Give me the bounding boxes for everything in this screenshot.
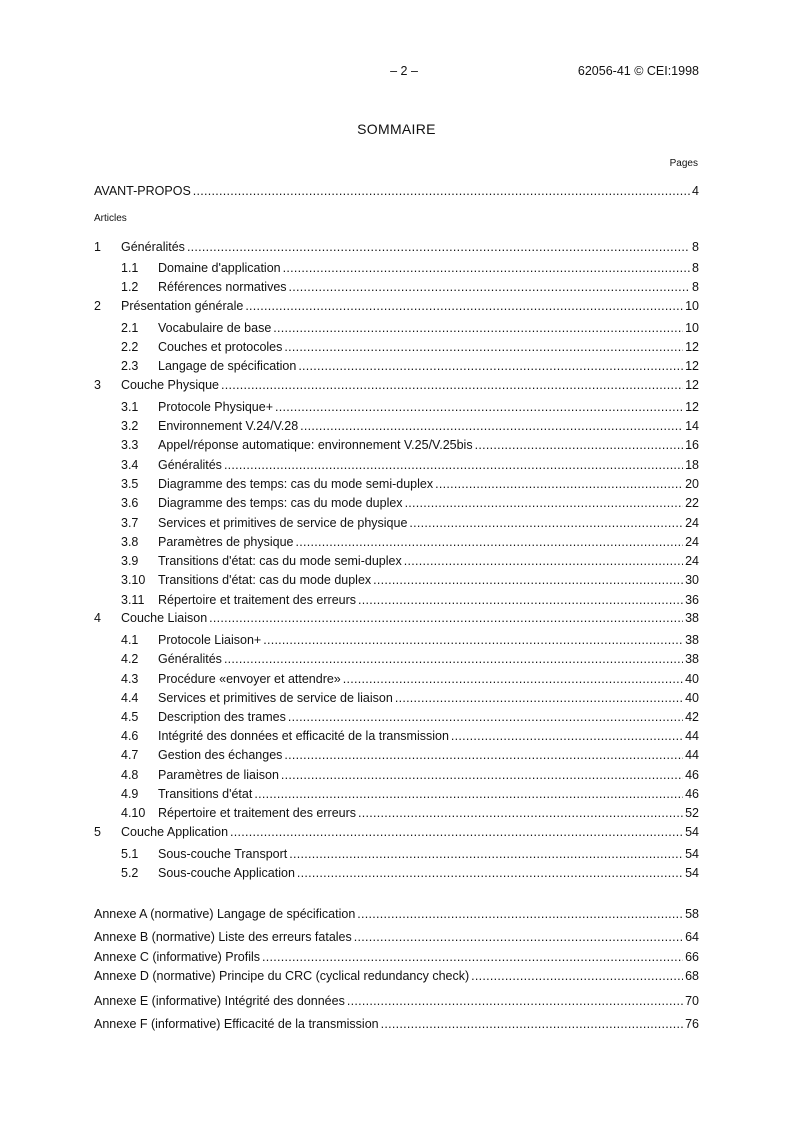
toc-subsection-row[interactable]	[94, 691, 699, 707]
toc-entry-number: 1	[94, 240, 101, 254]
leader-dots	[395, 691, 683, 705]
toc-entry-title: Paramètres de liaison	[158, 768, 279, 782]
leader-dots	[284, 748, 683, 762]
toc-entry-title: Couches et protocoles	[158, 340, 283, 354]
toc-entry-number: 3.5	[121, 477, 139, 491]
toc-entry-number: 3.4	[121, 458, 139, 472]
toc-entry-number: 1.2	[121, 280, 139, 294]
toc-annex-row[interactable]	[94, 1017, 699, 1033]
toc-entry-page: 38	[685, 611, 699, 625]
leader-dots	[254, 787, 683, 801]
toc-entry-title: Sous-couche Application	[158, 866, 295, 880]
toc-entry-number: 4	[94, 611, 101, 625]
toc-subsection-row[interactable]	[94, 359, 699, 375]
toc-entry-page: 12	[685, 400, 699, 414]
toc-entry-page: 20	[685, 477, 699, 491]
leader-dots	[262, 950, 683, 964]
toc-entry-title: Transitions d'état: cas du mode semi-duplex	[158, 554, 402, 568]
toc-entry-title: Sous-couche Transport	[158, 847, 288, 861]
toc-entry-page: 40	[685, 691, 699, 705]
toc-subsection-row[interactable]	[94, 806, 699, 822]
leader-dots	[296, 535, 684, 549]
toc-annex-row[interactable]	[94, 907, 699, 923]
toc-entry-number: 3.11	[121, 593, 145, 607]
leader-dots	[283, 261, 690, 275]
leader-dots	[471, 969, 683, 983]
toc-entry-title: Intégrité des données et efficacité de la transmission	[158, 729, 449, 743]
toc-subsection-row[interactable]	[94, 748, 699, 764]
toc-annex-row[interactable]	[94, 994, 699, 1010]
toc-entry-title: Services et primitives de service de physique	[158, 516, 408, 530]
pages-column-label: Pages	[669, 158, 698, 169]
toc-entry-page: 10	[685, 299, 699, 313]
toc-entry-page: 58	[685, 907, 699, 921]
toc-entry-title: Langage de spécification	[158, 359, 297, 373]
document-id: 62056-41 © CEI:1998	[577, 64, 699, 78]
toc-entry-number: 2.3	[121, 359, 139, 373]
toc-entry-title: Gestion des échanges	[158, 748, 283, 762]
toc-subsection-row[interactable]	[94, 438, 699, 454]
toc-entry-title: Annexe F (informative) Efficacité de la transmission	[94, 1017, 379, 1031]
toc-entry-title: Présentation générale	[121, 299, 244, 313]
toc-entry-number: 2.2	[121, 340, 139, 354]
leader-dots	[284, 340, 683, 354]
toc-section-row[interactable]	[94, 240, 699, 256]
toc-entry-page: 44	[685, 729, 699, 743]
toc-entry-title: Répertoire et traitement des erreurs	[158, 593, 357, 607]
toc-entry-page: 24	[685, 535, 699, 549]
toc-subsection-row[interactable]	[94, 516, 699, 532]
toc-entry-page: 24	[685, 516, 699, 530]
toc-entry-number: 3.1	[121, 400, 139, 414]
toc-entry-page: 46	[685, 787, 699, 801]
toc-entry-page: 42	[685, 710, 699, 724]
toc-entry-page: 40	[685, 672, 699, 686]
leader-dots	[435, 477, 683, 491]
toc-entry-title: Diagramme des temps: cas du mode duplex	[158, 496, 403, 510]
toc-entry-title: Domaine d'application	[158, 261, 281, 275]
toc-entry-title: Paramètres de physique	[158, 535, 294, 549]
toc-entry-page: 76	[685, 1017, 699, 1031]
toc-subsection-row[interactable]	[94, 593, 699, 609]
toc-entry-page: 4	[692, 184, 699, 198]
leader-dots	[187, 240, 690, 254]
toc-entry-title: Couche Physique	[121, 378, 219, 392]
toc-entry-number: 4.3	[121, 672, 139, 686]
leader-dots	[273, 321, 683, 335]
toc-entry-title: Diagramme des temps: cas du mode semi-duplex	[158, 477, 434, 491]
leader-dots	[263, 633, 683, 647]
toc-subsection-row[interactable]	[94, 710, 699, 726]
toc-entry-title: Protocole Physique+	[158, 400, 274, 414]
toc-entry-title: Références normatives	[158, 280, 287, 294]
toc-entry-page: 14	[685, 419, 699, 433]
toc-entry-page: 8	[692, 280, 699, 294]
toc-entry-title: Services et primitives de service de liaison	[158, 691, 393, 705]
toc-subsection-row[interactable]	[94, 787, 699, 803]
toc-subsection-row[interactable]	[94, 633, 699, 649]
toc-entry-title: Couche Liaison	[121, 611, 208, 625]
toc-entry-title: Transitions d'état: cas du mode duplex	[158, 573, 372, 587]
toc-entry-number: 2.1	[121, 321, 139, 335]
toc-entry-number: 4.5	[121, 710, 139, 724]
page-number: – 2 –	[390, 64, 418, 78]
leader-dots	[221, 378, 683, 392]
leader-dots	[289, 847, 683, 861]
leader-dots	[409, 516, 683, 530]
toc-entry-page: 52	[685, 806, 699, 820]
leader-dots	[343, 672, 683, 686]
toc-entry-number: 3	[94, 378, 101, 392]
toc-section-row[interactable]	[94, 825, 699, 841]
toc-entry-number: 3.8	[121, 535, 139, 549]
toc-entry-number: 3.6	[121, 496, 139, 510]
toc-subsection-row[interactable]	[94, 419, 699, 435]
toc-subsection-row[interactable]	[94, 535, 699, 551]
toc-entry-title: Annexe A (normative) Langage de spécification	[94, 907, 356, 921]
toc-entry-number: 4.10	[121, 806, 146, 820]
toc-entry-page: 22	[685, 496, 699, 510]
page-title: SOMMAIRE	[357, 121, 436, 137]
leader-dots	[288, 710, 683, 724]
toc-subsection-row[interactable]	[94, 280, 699, 296]
toc-subsection-row[interactable]	[94, 400, 699, 416]
toc-entry-title: Description des trames	[158, 710, 286, 724]
toc-entry-page: 30	[685, 573, 699, 587]
toc-subsection-row[interactable]	[94, 652, 699, 668]
toc-entry-title: Transitions d'état	[158, 787, 253, 801]
leader-dots	[404, 554, 683, 568]
toc-entry-page: 12	[685, 340, 699, 354]
toc-entry-page: 64	[685, 930, 699, 944]
toc-entry-title: Généralités	[158, 458, 222, 472]
toc-entry-page: 54	[685, 866, 699, 880]
toc-entry-page: 46	[685, 768, 699, 782]
toc-entry-page: 24	[685, 554, 699, 568]
toc-entry-number: 3.9	[121, 554, 139, 568]
toc-entry-page: 70	[685, 994, 699, 1008]
leader-dots	[209, 611, 683, 625]
toc-entry-title: Généralités	[121, 240, 185, 254]
toc-entry-page: 66	[685, 950, 699, 964]
toc-entry-title: Annexe B (normative) Liste des erreurs fatales	[94, 930, 352, 944]
toc-subsection-row[interactable]	[94, 768, 699, 784]
toc-entry-number: 3.3	[121, 438, 139, 452]
leader-dots	[373, 573, 683, 587]
toc-entry-page: 10	[685, 321, 699, 335]
toc-subsection-row[interactable]	[94, 866, 699, 882]
toc-entry-number: 4.9	[121, 787, 139, 801]
toc-entry-number: 3.2	[121, 419, 139, 433]
toc-entry-title: Généralités	[158, 652, 222, 666]
leader-dots	[358, 593, 683, 607]
toc-entry-title: Vocabulaire de base	[158, 321, 272, 335]
toc-section-row[interactable]	[94, 299, 699, 315]
toc-entry-title: Protocole Liaison+	[158, 633, 262, 647]
toc-entry-title: Environnement V.24/V.28	[158, 419, 299, 433]
toc-entry-title: AVANT-PROPOS	[94, 184, 191, 198]
leader-dots	[275, 400, 683, 414]
leader-dots	[245, 299, 683, 313]
leader-dots	[300, 419, 683, 433]
toc-section-row[interactable]	[94, 378, 699, 394]
toc-entry-number: 4.6	[121, 729, 139, 743]
toc-entry-number: 3.10	[121, 573, 146, 587]
leader-dots	[357, 907, 683, 921]
leader-dots	[347, 994, 683, 1008]
toc-entry-page: 38	[685, 633, 699, 647]
toc-entry-page: 16	[685, 438, 699, 452]
toc-entry-number: 2	[94, 299, 101, 313]
toc-entry-number: 4.8	[121, 768, 139, 782]
toc-entry-number: 1.1	[121, 261, 139, 275]
toc-entry-title: Annexe C (informative) Profils	[94, 950, 261, 964]
toc-entry-number: 4.4	[121, 691, 139, 705]
toc-entry-page: 12	[685, 378, 699, 392]
toc-subsection-row[interactable]	[94, 554, 699, 570]
toc-section-row[interactable]	[94, 611, 699, 627]
toc-annex-row[interactable]	[94, 950, 699, 966]
toc-subsection-row[interactable]	[94, 458, 699, 474]
toc-entry-title: Couche Application	[121, 825, 229, 839]
leader-dots	[193, 184, 690, 198]
toc-entry-title: Annexe E (informative) Intégrité des données	[94, 994, 345, 1008]
toc-entry-page: 54	[685, 847, 699, 861]
leader-dots	[451, 729, 683, 743]
toc-entry-page: 54	[685, 825, 699, 839]
leader-dots	[405, 496, 684, 510]
toc-entry-page: 18	[685, 458, 699, 472]
leader-dots	[354, 930, 683, 944]
toc-entry-number: 4.1	[121, 633, 139, 647]
toc-entry-title: Annexe D (normative) Principe du CRC (cyclical redundancy check)	[94, 969, 470, 983]
leader-dots	[297, 866, 683, 880]
leader-dots	[298, 359, 683, 373]
leader-dots	[230, 825, 683, 839]
toc-subsection-row[interactable]	[94, 672, 699, 688]
toc-entry-page: 36	[685, 593, 699, 607]
leader-dots	[358, 806, 683, 820]
leader-dots	[281, 768, 683, 782]
leader-dots	[289, 280, 691, 294]
toc-subsection-row[interactable]	[94, 729, 699, 745]
toc-entry-title: Procédure «envoyer et attendre»	[158, 672, 341, 686]
toc-annex-row[interactable]	[94, 930, 699, 946]
toc-annex-row[interactable]	[94, 969, 699, 985]
toc-entry-page: 44	[685, 748, 699, 762]
toc-entry-page: 8	[692, 261, 699, 275]
toc-subsection-row[interactable]	[94, 477, 699, 493]
toc-entry-number: 3.7	[121, 516, 139, 530]
toc-entry-number: 5.1	[121, 847, 139, 861]
toc-subsection-row[interactable]	[94, 573, 699, 589]
page-header	[94, 64, 699, 82]
toc-subsection-row[interactable]	[94, 847, 699, 863]
toc-entry-number: 4.2	[121, 652, 139, 666]
toc-entry-number: 5	[94, 825, 101, 839]
toc-entry-page: 12	[685, 359, 699, 373]
toc-entry-page: 8	[692, 240, 699, 254]
toc-entry-page: 38	[685, 652, 699, 666]
toc-entry-page: 68	[685, 969, 699, 983]
articles-label: Articles	[94, 213, 127, 224]
toc-row-foreword[interactable]	[94, 184, 699, 200]
leader-dots	[381, 1017, 683, 1031]
toc-entry-title: Répertoire et traitement des erreurs	[158, 806, 357, 820]
toc-entry-number: 5.2	[121, 866, 139, 880]
toc-subsection-row[interactable]	[94, 261, 699, 277]
leader-dots	[224, 458, 683, 472]
leader-dots	[475, 438, 684, 452]
toc-subsection-row[interactable]	[94, 321, 699, 337]
leader-dots	[224, 652, 683, 666]
toc-entry-number: 4.7	[121, 748, 139, 762]
toc-entry-title: Appel/réponse automatique: environnement V.25/V.25bis	[158, 438, 473, 452]
toc-subsection-row[interactable]	[94, 496, 699, 512]
toc-subsection-row[interactable]	[94, 340, 699, 356]
